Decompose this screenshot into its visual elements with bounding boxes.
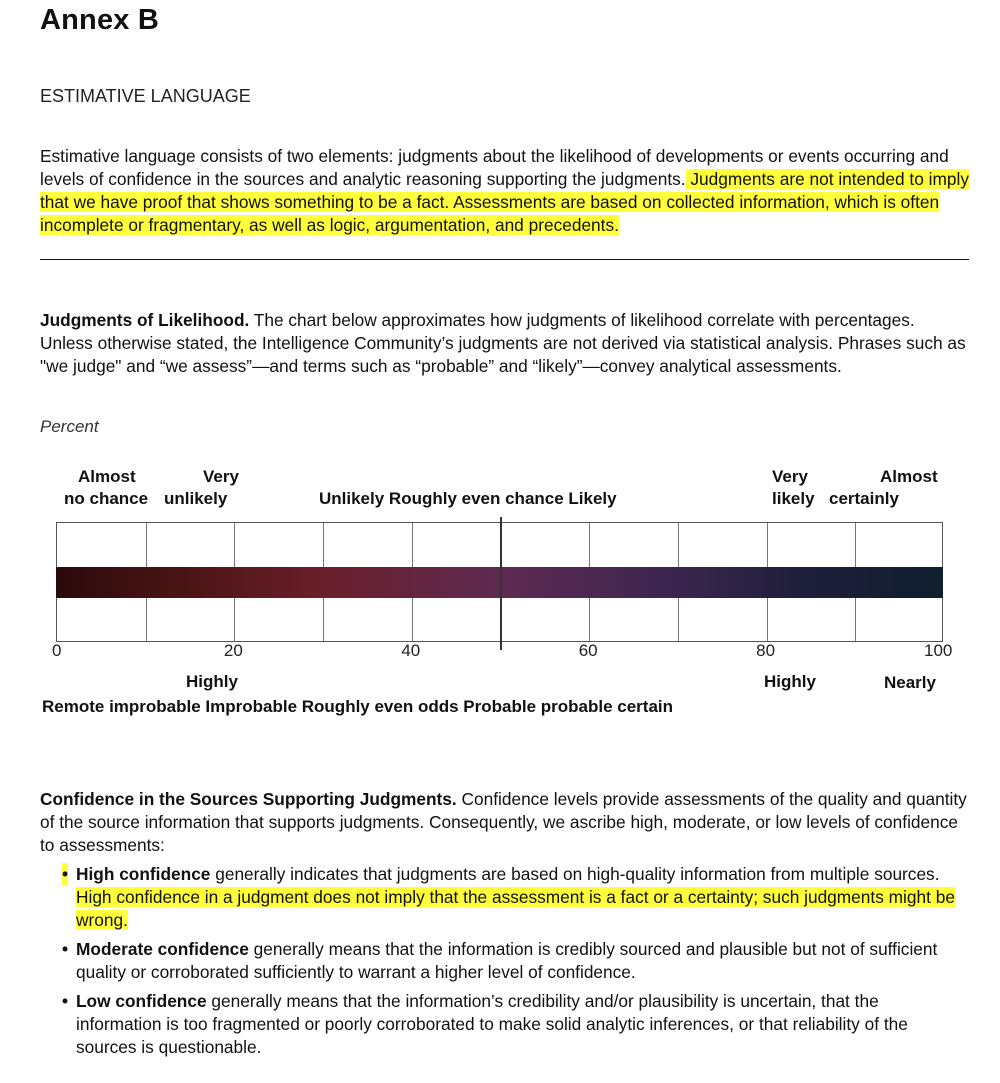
label-almost-certain-1: Almost [880,467,938,486]
term-high: High confidence [76,864,211,884]
list-item-moderate [62,938,967,984]
text-moderate: generally means that the information is credibly sourced and plausible but not of sufficient quality or corroborated sufficiently to warrant a higher level of confidence. [76,939,938,982]
bullet-icon: • [62,939,69,959]
highlight-high: High confidence in a judgment does not imply that the assessment is a fact or a certainty; such judgments might be wrong. [76,887,955,930]
tick-label: 20 [223,641,243,660]
intro-text: Estimative language consists of two elements: judgments about the likelihood of developments or events occurring and levels of confidence in the sources and analytic reasoning supporting the judgments. [40,146,949,189]
label-almost-certain-2: certainly [829,489,899,508]
label-very-1: Very [203,467,239,486]
tick-label: 80 [756,641,776,660]
label-almost-1: Almost [78,467,136,486]
intro-highlight: Judgments are not intended to imply that we have proof that shows something to be a fact. Assessments are based on collected information, which is often incomplete or fragmentary, as well as logic, argumentation, and precedents. [40,169,969,235]
list-item-high [62,863,967,932]
label-very-likely-2: likely [772,489,815,508]
chart-midline [500,517,502,650]
annex-heading: Annex B [40,4,160,36]
label-almost-2: no chance [64,489,149,508]
label-very-likely-1: Very [772,467,808,486]
confidence-paragraph [40,788,970,857]
label-bottom-row: Remote improbable Improbable Roughly even odds Probable probable certain [42,697,674,716]
text-low: generally means that the information’s credibility and/or plausibility is uncertain, that the information is too fragmented or poorly corroborated to make solid analytic inferences, or that reliability of the sources is questionable. [76,991,908,1057]
label-middle: Unlikely Roughly even chance Likely [319,489,617,508]
likelihood-body: The chart below approximates how judgments of likelihood correlate with percentages. Unless otherwise stated, the Intelligence Community’s judgments are not derived via statistical analysis. Phrases such as "we judge" and “we assess”—and terms such as “probable” and “likely”—convey analytical assessments. [40,310,966,376]
divider-rule [40,259,969,260]
term-moderate: Moderate confidence [76,939,249,959]
tick-label: 100 [924,641,953,660]
confidence-body: Confidence levels provide assessments of the quality and quantity of the source information that supports judgments. Consequently, we ascribe high, moderate, or low levels of confidence to assessments: [40,789,967,855]
intro-paragraph [40,145,970,237]
confidence-lead: Confidence in the Sources Supporting Judgments. [40,789,457,809]
label-highly-left: Highly [186,672,238,691]
tick-label: 60 [578,641,598,660]
label-highly-right: Highly [764,672,816,691]
label-nearly: Nearly [884,673,936,692]
confidence-list [62,863,967,1065]
section-title: ESTIMATIVE LANGUAGE [40,86,251,106]
percent-label: Percent [40,417,99,436]
label-very-2: unlikely [164,489,228,508]
text-high: generally indicates that judgments are based on high-quality information from multiple sources. [210,864,940,884]
likelihood-paragraph [40,309,970,378]
tick-label: 0 [52,641,62,660]
bullet-icon: • [62,864,69,884]
bullet-icon: • [62,991,69,1011]
likelihood-lead: Judgments of Likelihood. [40,310,250,330]
tick-label: 40 [401,641,421,660]
term-low: Low confidence [76,991,207,1011]
list-item-low [62,990,967,1059]
